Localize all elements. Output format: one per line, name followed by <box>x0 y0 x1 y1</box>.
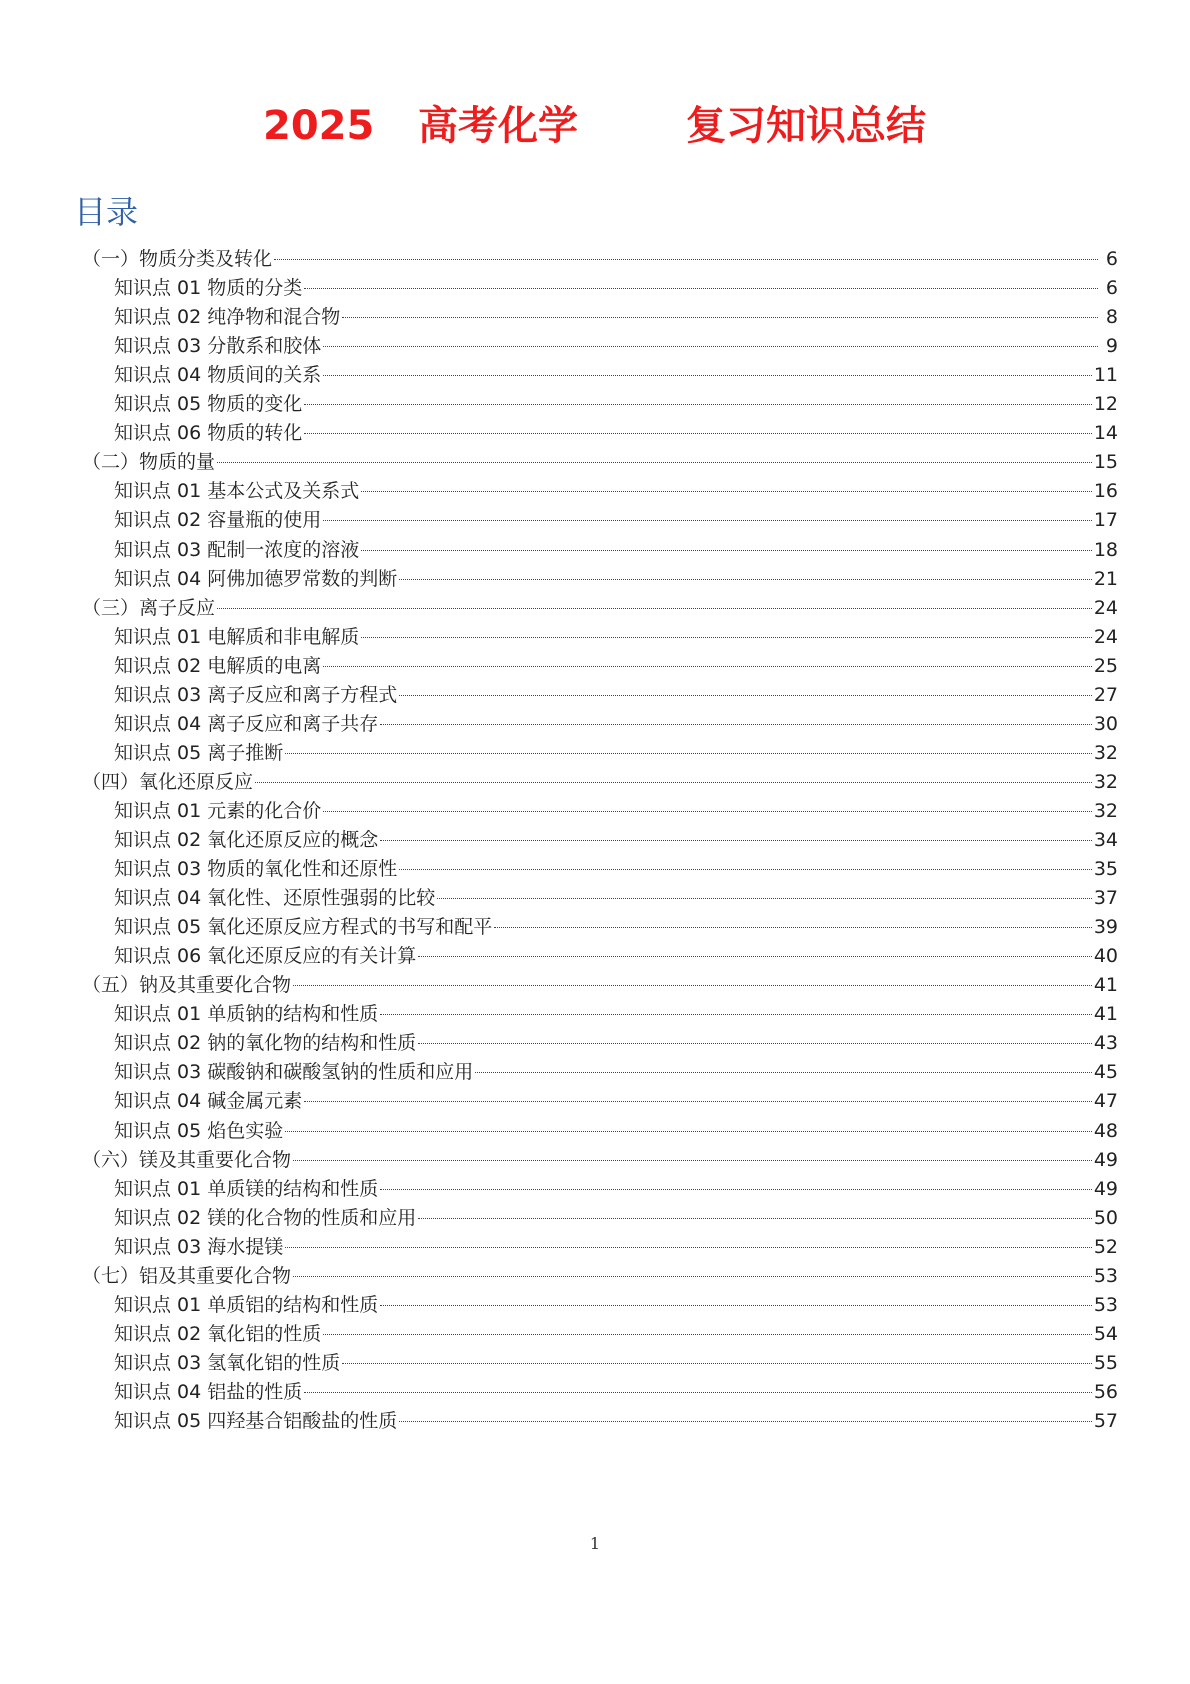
toc-entry-label: 知识点 02 氧化还原反应的概念 <box>114 829 379 851</box>
toc-entry-label: 知识点 01 物质的分类 <box>114 277 303 300</box>
toc-chapter-entry[interactable] <box>82 970 1118 1001</box>
toc-entry-label: （二）物质的量 <box>82 451 216 474</box>
toc-entry-page: 55 <box>1093 1351 1118 1374</box>
toc-entry-page: 32 <box>1093 799 1118 822</box>
toc-entry-label: 知识点 01 单质镁的结构和性质 <box>114 1177 379 1200</box>
toc-section-entry[interactable] <box>114 273 1118 304</box>
toc-section-entry[interactable] <box>114 505 1118 536</box>
toc-leader-dots <box>380 1014 1092 1015</box>
toc-entry-label: 知识点 03 海水提镁 <box>114 1235 284 1258</box>
toc-entry-page: 57 <box>1093 1410 1118 1432</box>
toc-section-entry[interactable] <box>114 389 1118 420</box>
toc-entry-page: 27 <box>1093 683 1118 706</box>
toc-heading: 目录 <box>74 193 139 231</box>
toc-leader-dots <box>399 695 1092 696</box>
toc-leader-dots <box>342 317 1098 318</box>
toc-entry-label: 知识点 05 离子推断 <box>114 741 284 764</box>
title-year: 2025 <box>263 103 375 149</box>
toc-entry-page: 48 <box>1093 1119 1118 1142</box>
toc-leader-dots <box>323 520 1092 521</box>
toc-leader-dots <box>304 1101 1092 1102</box>
toc-section-entry[interactable] <box>114 360 1118 391</box>
toc-section-entry[interactable] <box>114 476 1118 507</box>
toc-leader-dots <box>418 1043 1092 1044</box>
toc-entry-page: 39 <box>1093 916 1118 939</box>
toc-entry-page: 12 <box>1093 393 1118 416</box>
toc-entry-label: 知识点 03 氢氧化铝的性质 <box>114 1351 341 1374</box>
toc-entry-label: 知识点 03 配制一浓度的溶液 <box>114 538 360 561</box>
toc-section-entry[interactable] <box>114 912 1118 943</box>
toc-leader-dots <box>304 288 1098 289</box>
toc-leader-dots <box>399 579 1092 580</box>
toc-leader-dots <box>217 462 1092 463</box>
toc-entry-label: 知识点 02 容量瓶的使用 <box>114 509 322 532</box>
toc-leader-dots <box>285 1131 1092 1132</box>
toc-entry-page: 32 <box>1093 770 1118 793</box>
toc-section-entry[interactable] <box>114 1290 1118 1321</box>
toc-entry-page: 11 <box>1093 364 1118 387</box>
toc-entry-page: 56 <box>1093 1380 1118 1403</box>
toc-leader-dots <box>323 811 1092 812</box>
toc-entry-page: 34 <box>1093 829 1118 851</box>
toc-entry-label: （三）离子反应 <box>82 596 216 619</box>
toc-leader-dots <box>361 491 1092 492</box>
toc-entry-page: 41 <box>1093 1003 1118 1026</box>
toc-entry-label: 知识点 01 电解质和非电解质 <box>114 625 360 648</box>
toc-entry-page: 25 <box>1093 654 1118 677</box>
toc-entry-label: 知识点 06 物质的转化 <box>114 422 303 445</box>
title-topic: 复习知识总结 <box>686 103 926 149</box>
toc-entry-page: 24 <box>1093 625 1118 648</box>
toc-leader-dots <box>380 1189 1092 1190</box>
toc-entry-label: 知识点 05 四羟基合铝酸盐的性质 <box>114 1410 398 1432</box>
toc-entry-label: 知识点 01 基本公式及关系式 <box>114 480 360 503</box>
toc-leader-dots <box>399 869 1092 870</box>
toc-leader-dots <box>323 346 1098 347</box>
toc-section-entry[interactable] <box>114 1057 1118 1088</box>
toc-entry-page: 9 <box>1105 335 1118 358</box>
toc-section-entry[interactable] <box>114 738 1118 769</box>
toc-entry-label: 知识点 01 元素的化合价 <box>114 799 322 822</box>
toc-entry-label: 知识点 02 氧化铝的性质 <box>114 1322 322 1345</box>
toc-entry-page: 40 <box>1093 945 1118 968</box>
toc-entry-label: 知识点 03 分散系和胶体 <box>114 335 322 358</box>
toc-leader-dots <box>361 550 1092 551</box>
toc-entry-label: （七）铝及其重要化合物 <box>82 1264 292 1287</box>
toc-entry-page: 54 <box>1093 1322 1118 1345</box>
toc-leader-dots <box>323 375 1092 376</box>
toc-entry-page: 50 <box>1093 1206 1118 1229</box>
toc-leader-dots <box>217 608 1092 609</box>
toc-chapter-entry[interactable] <box>82 593 1118 624</box>
toc-leader-dots <box>361 637 1092 638</box>
toc-entry-label: 知识点 03 物质的氧化性和还原性 <box>114 858 398 881</box>
toc-entry-label: 知识点 04 碱金属元素 <box>114 1090 303 1113</box>
toc-leader-dots <box>304 433 1092 434</box>
toc-leader-dots <box>399 1421 1092 1422</box>
toc-entry-page: 6 <box>1105 277 1118 300</box>
toc-entry-page: 32 <box>1093 741 1118 764</box>
document-title <box>0 96 1190 156</box>
toc-entry-page: 43 <box>1093 1032 1118 1055</box>
toc-entry-page: 35 <box>1093 858 1118 881</box>
toc-section-entry[interactable] <box>114 331 1118 362</box>
toc-entry-page: 41 <box>1093 974 1118 997</box>
toc-entry-label: 知识点 01 单质钠的结构和性质 <box>114 1003 379 1026</box>
toc-entry-page: 52 <box>1093 1235 1118 1258</box>
toc-entry-label: 知识点 04 氧化性、还原性强弱的比较 <box>114 887 436 910</box>
toc-entry-label: 知识点 02 钠的氧化物的结构和性质 <box>114 1032 417 1055</box>
toc-section-entry[interactable] <box>114 1174 1118 1205</box>
toc-chapter-entry[interactable] <box>82 767 1118 798</box>
toc-leader-dots <box>285 753 1092 754</box>
toc-entry-page: 47 <box>1093 1090 1118 1113</box>
toc-entry-page: 16 <box>1093 480 1118 503</box>
toc-leader-dots <box>293 1160 1092 1161</box>
toc-leader-dots <box>323 666 1092 667</box>
toc-section-entry[interactable] <box>114 709 1118 740</box>
toc-section-entry[interactable] <box>114 418 1118 449</box>
toc-entry-label: 知识点 05 焰色实验 <box>114 1119 284 1142</box>
toc-chapter-entry[interactable] <box>82 244 1118 275</box>
toc-entry-label: 知识点 04 铝盐的性质 <box>114 1380 303 1403</box>
toc-leader-dots <box>380 840 1092 841</box>
toc-leader-dots <box>285 1247 1092 1248</box>
toc-section-entry[interactable] <box>114 941 1118 972</box>
toc-section-entry[interactable] <box>114 535 1118 566</box>
toc-leader-dots <box>418 956 1092 957</box>
toc-section-entry[interactable] <box>114 999 1118 1030</box>
toc-entry-page: 37 <box>1093 887 1118 910</box>
toc-section-entry[interactable] <box>114 1203 1118 1234</box>
toc-section-entry[interactable] <box>114 883 1118 914</box>
toc-entry-page: 14 <box>1093 422 1118 445</box>
toc-chapter-entry[interactable] <box>82 447 1118 478</box>
toc-entry-label: 知识点 04 物质间的关系 <box>114 364 322 387</box>
toc-entry-label: 知识点 03 碳酸钠和碳酸氢钠的性质和应用 <box>114 1061 474 1084</box>
toc-section-entry[interactable] <box>114 651 1118 682</box>
toc-section-entry[interactable] <box>114 302 1118 333</box>
toc-section-entry[interactable] <box>114 1116 1118 1147</box>
toc-entry-label: 知识点 06 氧化还原反应的有关计算 <box>114 945 417 968</box>
toc-entry-label: 知识点 03 离子反应和离子方程式 <box>114 683 398 706</box>
toc-section-entry[interactable] <box>114 564 1118 595</box>
toc-entry-label: （四）氧化还原反应 <box>82 770 254 793</box>
toc-leader-dots <box>293 1276 1092 1277</box>
toc-entry-page: 49 <box>1093 1148 1118 1171</box>
toc-entry-label: 知识点 04 离子反应和离子共存 <box>114 712 379 735</box>
toc-entry-label: 知识点 01 单质铝的结构和性质 <box>114 1293 379 1316</box>
toc-entry-page: 21 <box>1093 567 1118 590</box>
toc-section-entry[interactable] <box>114 1028 1118 1059</box>
toc-entry-page: 17 <box>1093 509 1118 532</box>
toc-entry-page: 49 <box>1093 1177 1118 1200</box>
toc-section-entry[interactable] <box>114 796 1118 827</box>
toc-section-entry[interactable] <box>114 825 1118 856</box>
toc-section-entry[interactable] <box>114 1377 1118 1408</box>
toc-entry-page: 15 <box>1093 451 1118 474</box>
toc-leader-dots <box>437 898 1092 899</box>
toc-section-entry[interactable] <box>114 622 1118 653</box>
toc-entry-page: 8 <box>1105 306 1118 329</box>
toc-leader-dots <box>274 259 1098 260</box>
toc-section-entry[interactable] <box>114 1232 1118 1263</box>
page-number: 1 <box>589 1534 601 1553</box>
toc-entry-label: 知识点 02 电解质的电离 <box>114 654 322 677</box>
toc-leader-dots <box>342 1363 1092 1364</box>
toc-entry-page: 24 <box>1093 596 1118 619</box>
toc-leader-dots <box>304 1392 1092 1393</box>
toc-entry-page: 18 <box>1093 538 1118 561</box>
title-subject: 高考化学 <box>418 103 578 149</box>
toc-entry-label: （一）物质分类及转化 <box>82 248 273 270</box>
toc-entry-label: 知识点 02 纯净物和混合物 <box>114 306 341 329</box>
toc-entry-label: （五）钠及其重要化合物 <box>82 974 292 997</box>
toc-entry-page: 45 <box>1093 1061 1118 1084</box>
toc-section-entry[interactable] <box>114 1406 1118 1437</box>
toc-entry-label: （六）镁及其重要化合物 <box>82 1148 292 1171</box>
toc-leader-dots <box>323 1334 1092 1335</box>
toc-section-entry[interactable] <box>114 680 1118 711</box>
toc-leader-dots <box>475 1072 1092 1073</box>
toc-leader-dots <box>380 1305 1092 1306</box>
toc-leader-dots <box>494 927 1092 928</box>
toc-chapter-entry[interactable] <box>82 1145 1118 1176</box>
toc-leader-dots <box>255 782 1092 783</box>
toc-section-entry[interactable] <box>114 1319 1118 1350</box>
toc-entry-page: 53 <box>1093 1264 1118 1287</box>
toc-entry-page: 6 <box>1105 248 1118 270</box>
toc-section-entry[interactable] <box>114 1086 1118 1117</box>
toc-entry-label: 知识点 02 镁的化合物的性质和应用 <box>114 1206 417 1229</box>
toc-leader-dots <box>380 724 1092 725</box>
toc-entry-page: 30 <box>1093 712 1118 735</box>
toc-entry-label: 知识点 05 物质的变化 <box>114 393 303 416</box>
toc-section-entry[interactable] <box>114 1348 1118 1379</box>
toc-entry-label: 知识点 05 氧化还原反应方程式的书写和配平 <box>114 916 493 939</box>
toc-leader-dots <box>304 404 1092 405</box>
toc-leader-dots <box>293 985 1092 986</box>
toc-entry-page: 53 <box>1093 1293 1118 1316</box>
toc-leader-dots <box>418 1218 1092 1219</box>
toc-section-entry[interactable] <box>114 854 1118 885</box>
toc-entry-label: 知识点 04 阿佛加德罗常数的判断 <box>114 567 398 590</box>
toc-chapter-entry[interactable] <box>82 1261 1118 1292</box>
